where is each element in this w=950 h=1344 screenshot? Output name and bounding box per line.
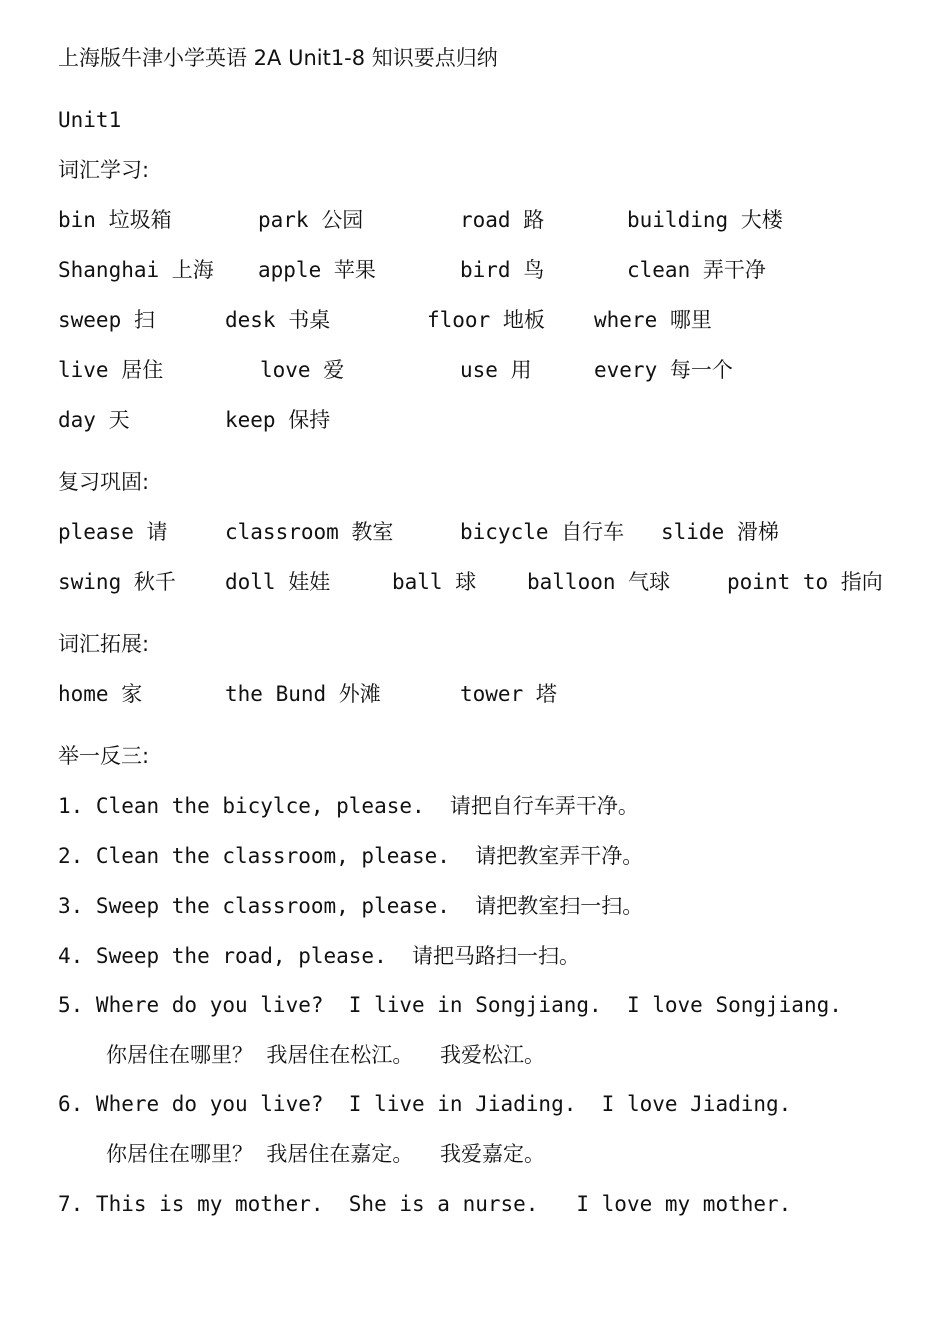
vocab-item: desk 书桌 xyxy=(225,308,331,332)
vocab-item: clean 弄干净 xyxy=(627,258,766,282)
practice-sentence: 7. This is my mother. She is a nurse. I love my mother. xyxy=(58,1192,792,1216)
review-item: bicycle 自行车 xyxy=(460,520,625,544)
extend-item: tower 塔 xyxy=(460,682,557,706)
vocab-item: love 爱 xyxy=(260,358,345,382)
vocab-item: day 天 xyxy=(58,408,130,432)
practice-heading: 举一反三: xyxy=(58,744,150,768)
review-item: slide 滑梯 xyxy=(661,520,779,544)
vocab-item: road 路 xyxy=(460,208,545,232)
vocab-item: bin 垃圾箱 xyxy=(58,208,172,232)
vocab-item: where 哪里 xyxy=(594,308,712,332)
practice-sentence: 1. Clean the bicylce, please. 请把自行车弄干净。 xyxy=(58,794,639,818)
practice-sentence: 3. Sweep the classroom, please. 请把教室扫一扫。 xyxy=(58,894,644,918)
practice-translation: 你居住在哪里？ 我居住在嘉定。 我爱嘉定。 xyxy=(106,1142,546,1166)
review-item: classroom 教室 xyxy=(225,520,394,544)
review-item: ball 球 xyxy=(392,570,477,594)
review-item: doll 娃娃 xyxy=(225,570,331,594)
vocab-item: apple 苹果 xyxy=(258,258,376,282)
vocab-item: Shanghai 上海 xyxy=(58,258,214,282)
vocab-item: use 用 xyxy=(460,358,532,382)
unit-heading: Unit1 xyxy=(58,108,122,132)
vocab-item: live 居住 xyxy=(58,358,164,382)
review-item: balloon 气球 xyxy=(527,570,671,594)
extend-heading: 词汇拓展: xyxy=(58,632,150,656)
review-item: point to 指向 xyxy=(727,570,883,594)
review-heading: 复习巩固: xyxy=(58,470,150,494)
vocab-item: bird 鸟 xyxy=(460,258,545,282)
document-title: 上海版牛津小学英语 2A Unit1-8 知识要点归纳 xyxy=(58,46,498,70)
review-item: please 请 xyxy=(58,520,168,544)
vocab-item: keep 保持 xyxy=(225,408,331,432)
vocab-item: floor 地板 xyxy=(427,308,545,332)
practice-translation: 你居住在哪里？ 我居住在松江。 我爱松江。 xyxy=(106,1043,546,1067)
practice-sentence: 5. Where do you live? I live in Songjiang. I love Songjiang. xyxy=(58,993,842,1017)
extend-item: home 家 xyxy=(58,682,143,706)
extend-item: the Bund 外滩 xyxy=(225,682,381,706)
vocab-heading: 词汇学习: xyxy=(58,158,150,182)
practice-sentence: 2. Clean the classroom, please. 请把教室弄干净。 xyxy=(58,844,644,868)
vocab-item: building 大楼 xyxy=(627,208,783,232)
practice-sentence: 4. Sweep the road, please. 请把马路扫一扫。 xyxy=(58,944,581,968)
vocab-item: sweep 扫 xyxy=(58,308,155,332)
practice-sentence: 6. Where do you live? I live in Jiading. I love Jiading. xyxy=(58,1092,792,1116)
vocab-item: every 每一个 xyxy=(594,358,733,382)
review-item: swing 秋千 xyxy=(58,570,176,594)
vocab-item: park 公园 xyxy=(258,208,364,232)
